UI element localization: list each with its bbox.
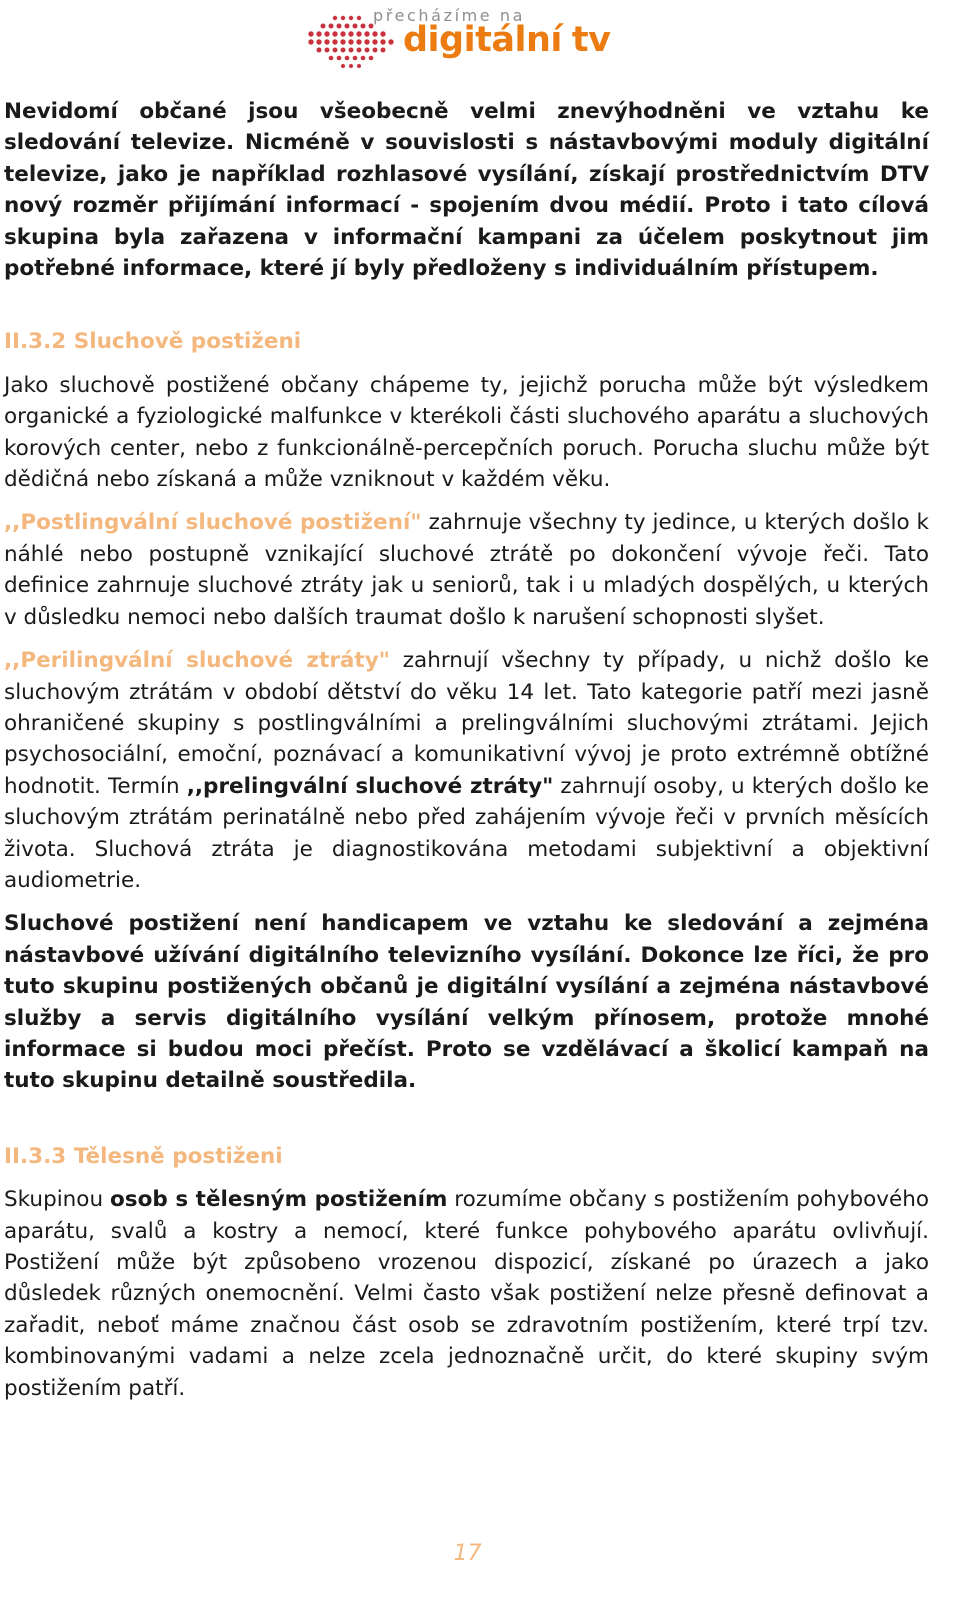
section-heading-hearing: II.3.2 Sluchově postiženi	[4, 329, 302, 355]
hearing-paragraph-2-text: zahrnuje všechny ty jedince, u kterých došlo k náhlé nebo postupně vznikající sluchové ztrátě po dokončení vývoje řeči. Tato definice zahrnuje sluchové ztráty jak u seniorů, tak i u mladých dospělých, u kterých v důsledku nemoci nebo dalších traumat došlo k narušení schopnosti slyšet.	[4, 510, 929, 630]
section-heading-physical: II.3.3 Tělesně postiženi	[4, 1143, 283, 1169]
logo-word-digital: digitální	[403, 20, 562, 60]
hearing-paragraph-3-text-2: zahrnují osoby, u kterých došlo ke sluchovým ztrátám perinatálně nebo před zahájením vývoje řeči v prvních měsících života. Sluchová ztráta je diagnostikována metodami subjektivní a objektivní audiometrie.	[4, 773, 929, 893]
hearing-paragraph-1: Jako sluchově postižené občany chápeme ty, jejichž porucha může být výsledkem organické a fyziologické malfunkce v kterékoli části sluchového aparátu a sluchových korových center, nebo z funkcionálně-percepčních poruch. Porucha sluchu může být dědičná nebo získaná a může vzniknout v každém věku.	[4, 372, 929, 493]
physical-paragraph-1	[4, 1184, 929, 1404]
term-prelingual: ,,prelingvální sluchové ztráty"	[186, 773, 554, 799]
intro-paragraph: Nevidomí občané jsou všeobecně velmi znevýhodněni ve vztahu ke sledování televize. Nicméně v souvislosti s nástavbovými moduly digitální televize, jako je například rozhlasové vysílání, získají prostřednictvím DTV nový rozměr přijímání informací - spojením dvou médií. Proto i tato cílová skupina byla zařazena v informační kampani za účelem poskytnout jim potřebné informace, které jí byly předloženy s individuálním přístupem.	[4, 99, 929, 282]
logo-tagline: přecházíme na	[373, 6, 526, 25]
page-number: 17	[453, 1541, 482, 1566]
document-body	[4, 96, 929, 1404]
physical-text-a: Skupinou	[4, 1187, 111, 1213]
hearing-paragraph-3	[4, 645, 929, 896]
hearing-paragraph-4: Sluchové postižení není handicapem ve vztahu ke sledování a zejména nástavbové užívání digitálního televizního vysílání. Dokonce lze říci, že pro tuto skupinu postižených občanů je digitální vysílání a zejména nástavbové služby a servis digitálního vysílání velkým přínosem, protože mnohé informace si budou moci přečíst. Proto se vzdělávací a školicí kampaň na tuto skupinu detailně soustředila.	[4, 911, 929, 1094]
term-postlingual: ,,Postlingvální sluchové postižení"	[4, 510, 422, 536]
physical-text-b: rozumíme občany s postižením pohybového aparátu, svalů a kostry a nemocí, které funkce pohybového aparátu ovlivňují. Postižení může být způsobeno vrozenou dispozicí, získané po úrazech a jako důsledek různých onemocnění. Velmi často však postižení nelze přesně definovat a zařadit, neboť máme značnou část osob se zdravotním postižením, které trpí tzv. kombinovanými vadami a nelze zcela jednoznačně určit, do které skupiny svým postižením patří.	[4, 1187, 929, 1401]
physical-term: osob s tělesným postižením	[110, 1187, 448, 1213]
hearing-paragraph-3-text: zahrnují všechny ty případy, u nichž došlo ke sluchovým ztrátám v období dětství do věku 14 let. Tato kategorie patří mezi jasně ohraničené skupiny s postlingválními a prelingválními sluchovými ztrátami. Jejich psychosociální, emoční, poznávací a komunikativní vývoj je proto extrémně obtížné hodnotit. Termín	[4, 648, 929, 799]
term-perilingual: ,,Perilingvální sluchové ztráty"	[4, 648, 390, 674]
logo-word-tv: tv	[571, 20, 611, 60]
header-logo	[305, 4, 611, 74]
hearing-paragraph-2	[4, 507, 929, 633]
logo-wordmark	[403, 20, 610, 60]
